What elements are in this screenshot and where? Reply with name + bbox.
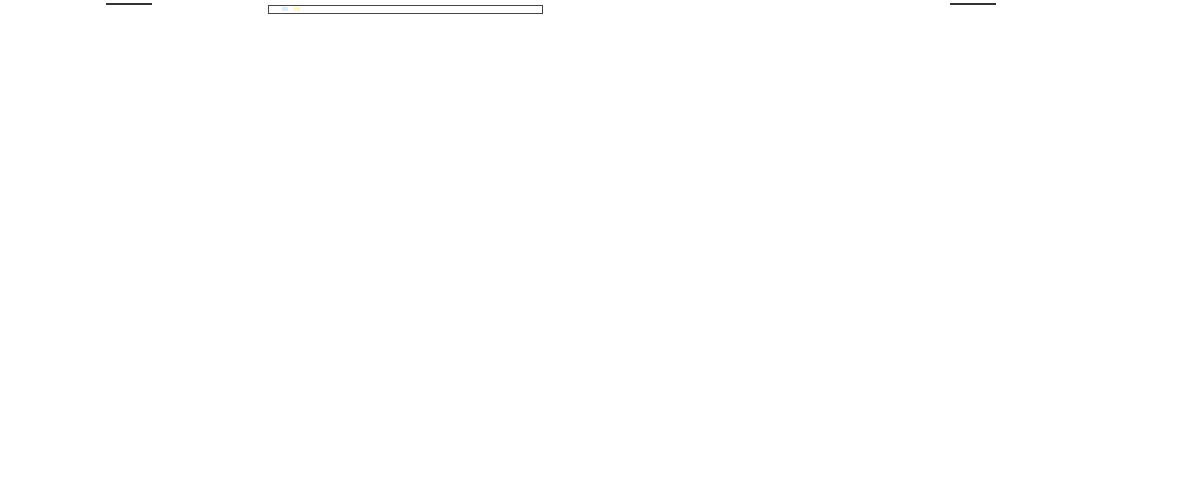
legend bbox=[268, 5, 543, 14]
league-label-left bbox=[106, 3, 152, 5]
league-label-right bbox=[950, 3, 996, 5]
